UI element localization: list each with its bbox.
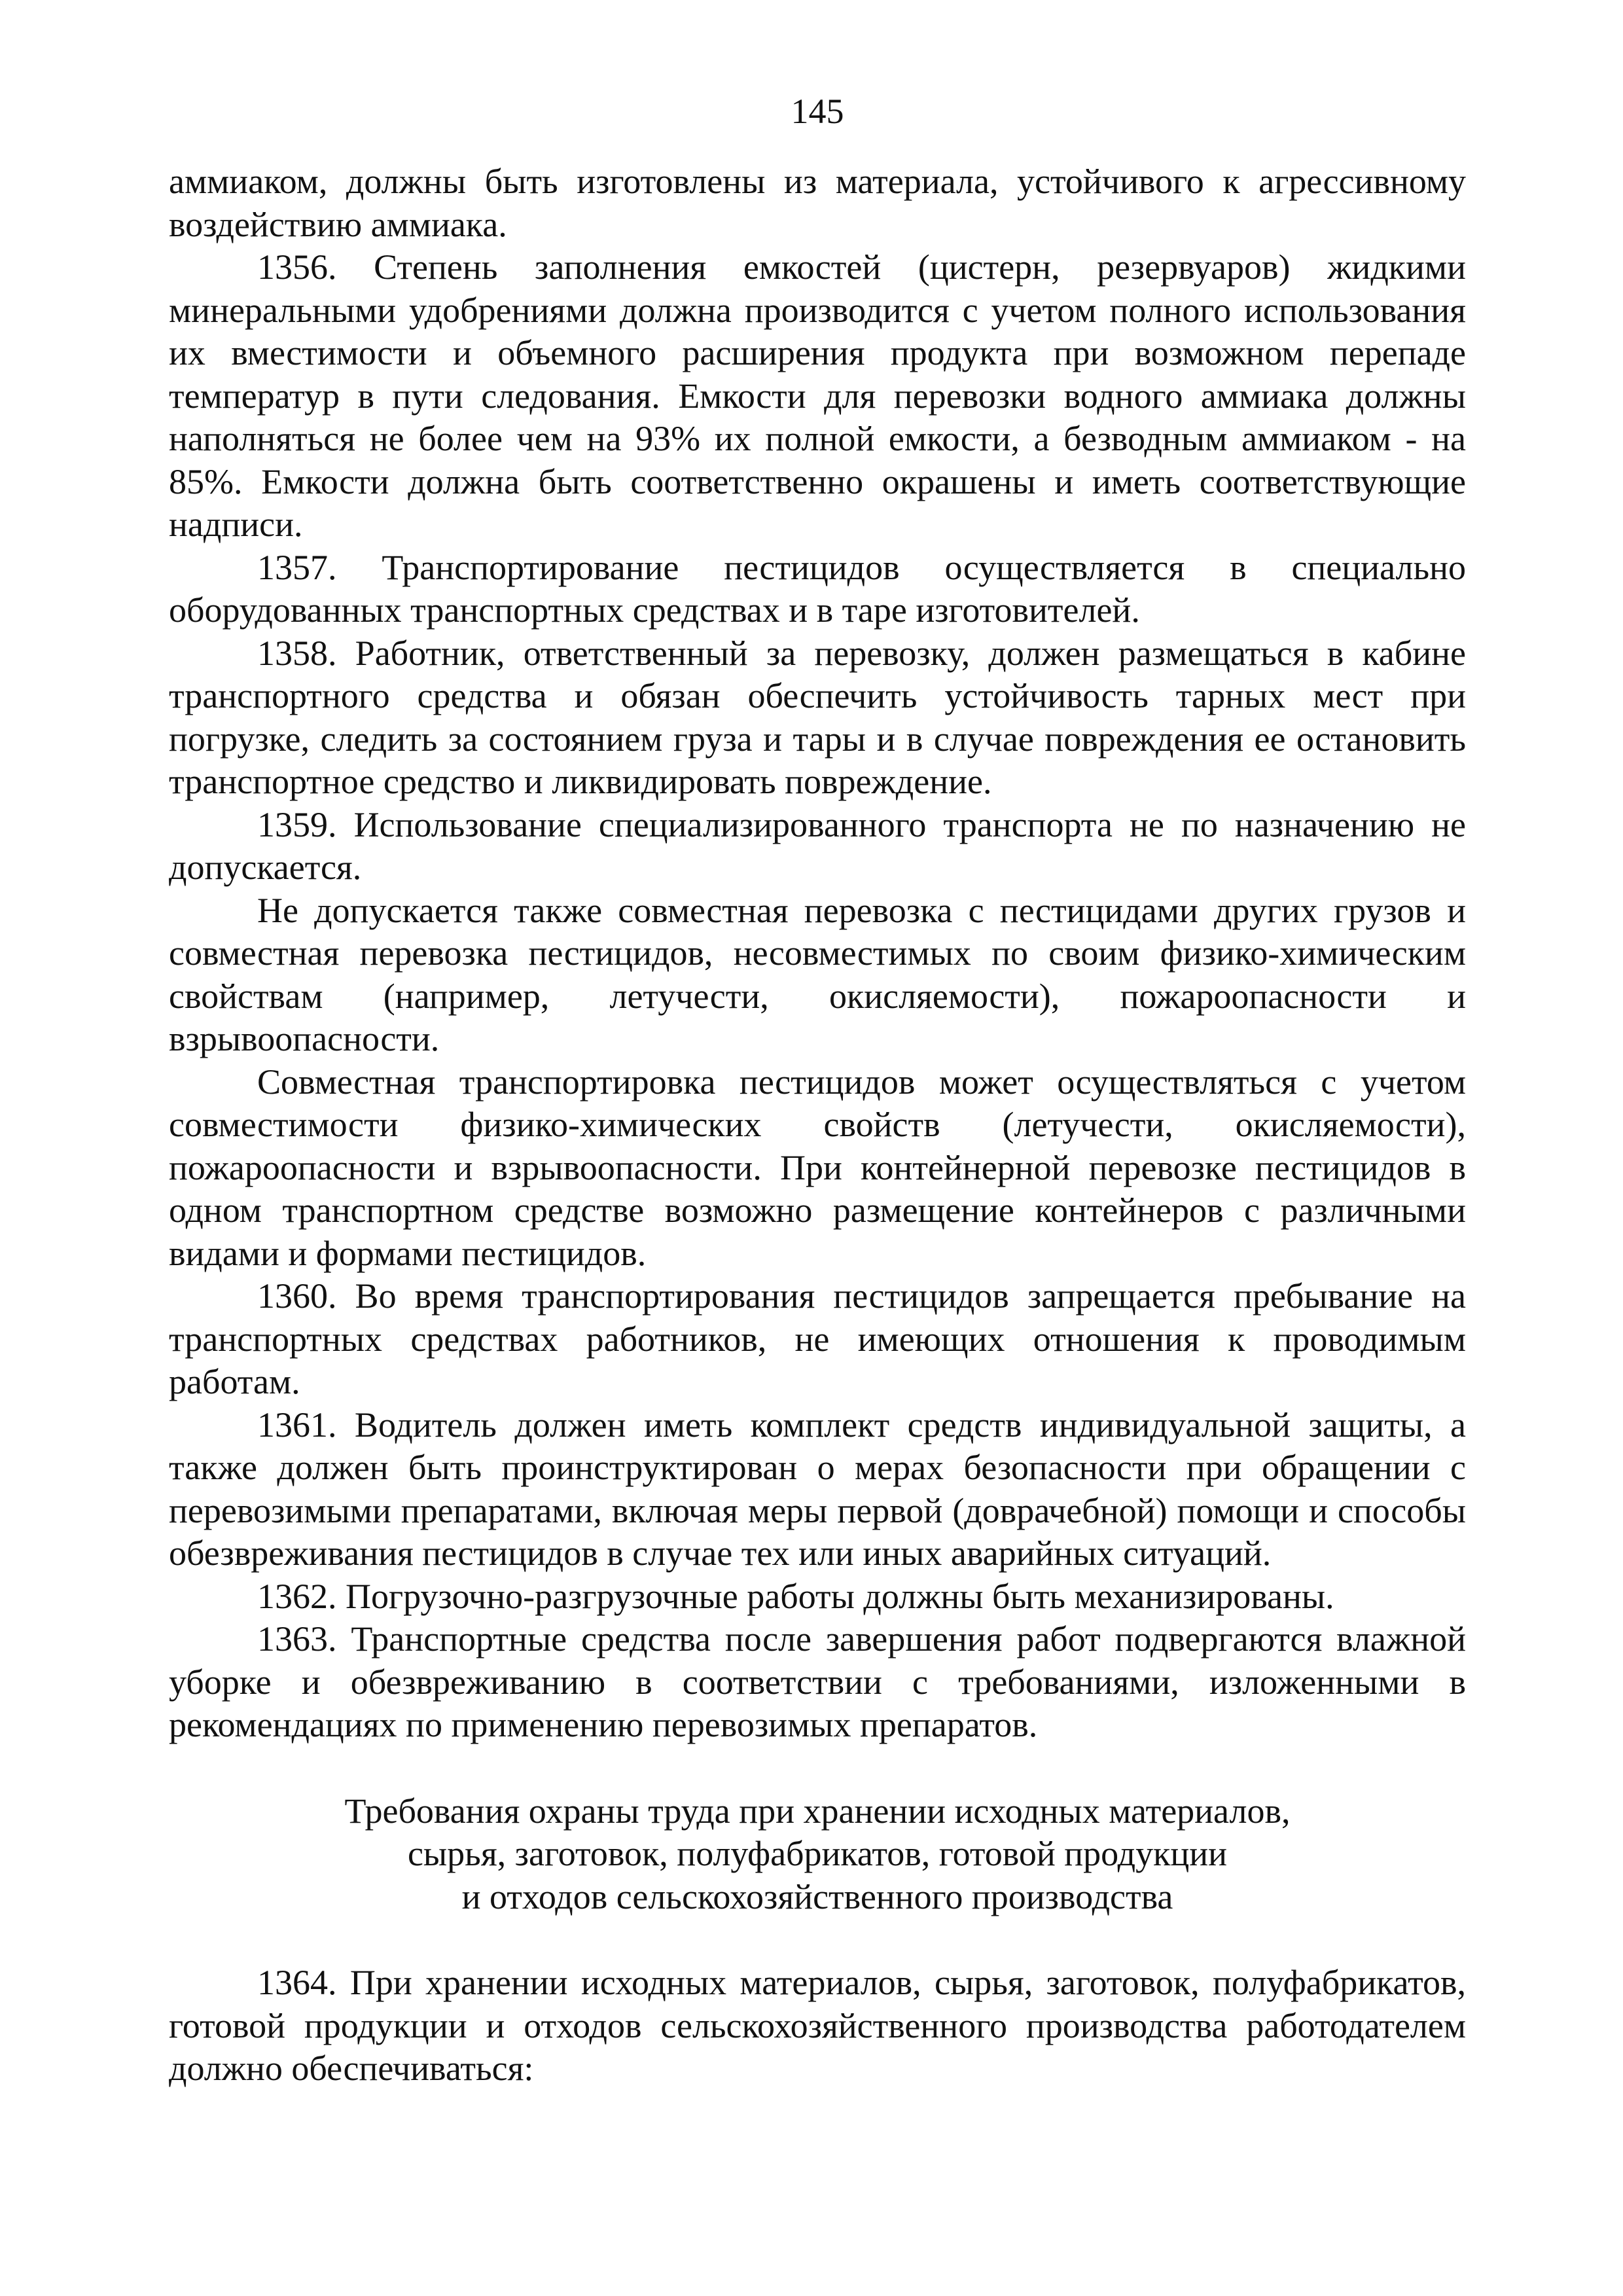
section-heading	[169, 1790, 1466, 1919]
paragraph-continuation: аммиаком, должны быть изготовлены из материала, устойчивого к агрессивному воздействию аммиака.	[169, 162, 1466, 244]
paragraph-1356: 1356. Степень заполнения емкостей (цистерн, резервуаров) жидкими минеральными удобрениями должна производится с учетом полного использования их вместимости и объемного расширения продукта при возможном перепаде температур в пути следования. Емкости для перевозки водного аммиака должны наполняться не более чем на 93% их полной емкости, а безводным аммиаком - на 85%. Емкости должна быть соответственно окрашены и иметь соответствующие надписи.	[169, 247, 1466, 544]
paragraph-1359-cont-a: Не допускается также совместная перевозка с пестицидами других грузов и совместная перевозка пестицидов, несовместимых по своим физико-химическим свойствам (например, летучести, окисляемости), пожароопасности и взрывоопасности.	[169, 890, 1466, 1058]
paragraph-1362: 1362. Погрузочно-разгрузочные работы должны быть механизированы.	[257, 1576, 1334, 1616]
section-heading-line-2: сырья, заготовок, полуфабрикатов, готовой продукции	[407, 1834, 1228, 1873]
section-heading-line-1: Требования охраны труда при хранении исходных материалов,	[344, 1791, 1291, 1831]
paragraph-1359: 1359. Использование специализированного транспорта не по назначению не допускается.	[169, 804, 1466, 887]
paragraph-1361: 1361. Водитель должен иметь комплект средств индивидуальной защиты, а также должен быть проинструктирован о мерах безопасности при обращении с перевозимыми препаратами, включая меры первой (доврачебной) помощи и способы обезвреживания пестицидов в случае тех или иных аварийных ситуаций.	[169, 1405, 1466, 1573]
paragraph-1358: 1358. Работник, ответственный за перевозку, должен размещаться в кабине транспортного средства и обязан обеспечить устойчивость тарных мест при погрузке, следить за состоянием груза и тары и в случае повреждения ее остановить транспортное средство и ликвидировать повреждение.	[169, 633, 1466, 801]
document-body	[169, 160, 1466, 2090]
paragraph-1359-cont-b: Совместная транспортировка пестицидов может осуществляться с учетом совместимости физико-химических свойств (летучести, окисляемости), пожароопасности и взрывоопасности. При контейнерной перевозке пестицидов в одном транспортном средстве возможно размещение контейнеров с различными видами и формами пестицидов.	[169, 1062, 1466, 1273]
paragraph-1360: 1360. Во время транспортирования пестицидов запрещается пребывание на транспортных средствах работников, не имеющих отношения к проводимым работам.	[169, 1276, 1466, 1401]
paragraph-1364: 1364. При хранении исходных материалов, сырья, заготовок, полуфабрикатов, готовой продукции и отходов сельскохозяйственного производства работодателем должно обеспечиваться:	[169, 1963, 1466, 2088]
page-number: 145	[791, 92, 844, 131]
section-heading-line-3: и отходов сельскохозяйственного производства	[461, 1876, 1173, 1916]
paragraph-1363: 1363. Транспортные средства после завершения работ подвергаются влажной уборке и обезвреживанию в соответствии с требованиями, изложенными в рекомендациях по применению перевозимых препаратов.	[169, 1619, 1466, 1744]
paragraph-1357: 1357. Транспортирование пестицидов осуществляется в специально оборудованных транспортных средствах и в таре изготовителей.	[169, 547, 1466, 630]
